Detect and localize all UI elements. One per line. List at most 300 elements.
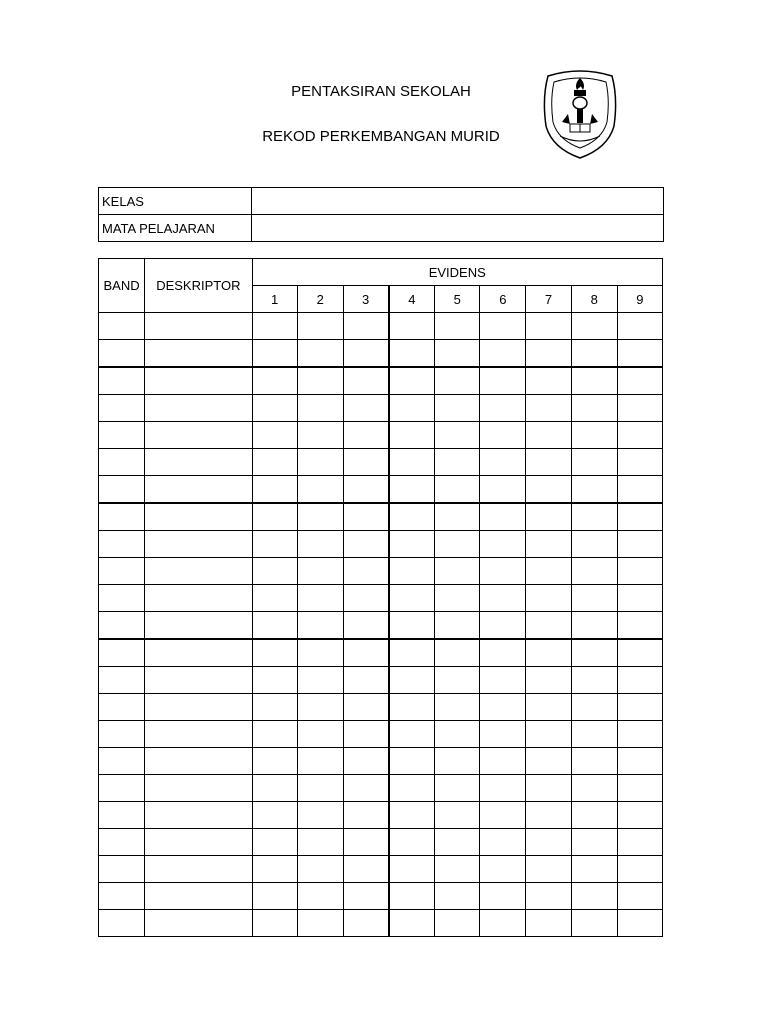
descriptor-cell[interactable] bbox=[145, 829, 252, 856]
evidence-cell[interactable] bbox=[252, 531, 297, 558]
evidence-cell[interactable] bbox=[435, 449, 480, 476]
evidence-cell[interactable] bbox=[343, 829, 388, 856]
descriptor-cell[interactable] bbox=[145, 910, 252, 937]
evidence-cell[interactable] bbox=[480, 802, 526, 829]
evidence-cell[interactable] bbox=[389, 748, 435, 775]
evidence-cell[interactable] bbox=[526, 313, 571, 340]
evidence-cell[interactable] bbox=[343, 503, 388, 531]
table-row bbox=[99, 395, 663, 422]
evidence-cell[interactable] bbox=[617, 395, 662, 422]
evidence-cell[interactable] bbox=[389, 721, 435, 748]
evidence-cell[interactable] bbox=[571, 910, 617, 937]
evidence-cell[interactable] bbox=[480, 639, 526, 667]
evidence-cell[interactable] bbox=[617, 775, 662, 802]
evidence-cell[interactable] bbox=[435, 829, 480, 856]
descriptor-cell[interactable] bbox=[145, 694, 252, 721]
evidence-cell[interactable] bbox=[389, 558, 435, 585]
evidence-cell[interactable] bbox=[252, 503, 297, 531]
evidence-cell[interactable] bbox=[435, 639, 480, 667]
table-row bbox=[99, 531, 663, 558]
evidence-cell[interactable] bbox=[571, 313, 617, 340]
evidence-cell[interactable] bbox=[571, 340, 617, 368]
evidence-cell[interactable] bbox=[252, 802, 297, 829]
evidence-cell[interactable] bbox=[617, 531, 662, 558]
evidence-cell[interactable] bbox=[389, 802, 435, 829]
evidence-cell[interactable] bbox=[297, 585, 343, 612]
table-row bbox=[99, 910, 663, 937]
evidence-cell[interactable] bbox=[571, 748, 617, 775]
evidence-cell[interactable] bbox=[571, 829, 617, 856]
table-row bbox=[99, 883, 663, 910]
band-cell[interactable] bbox=[99, 639, 145, 667]
evidence-cell[interactable] bbox=[389, 503, 435, 531]
evidence-cell[interactable] bbox=[389, 367, 435, 395]
evidence-cell[interactable] bbox=[343, 476, 388, 504]
evidence-cell[interactable] bbox=[343, 802, 388, 829]
evidence-cell[interactable] bbox=[526, 449, 571, 476]
subject-label: MATA PELAJARAN bbox=[99, 215, 252, 242]
evidence-cell[interactable] bbox=[526, 856, 571, 883]
table-row bbox=[99, 367, 663, 395]
evidence-cell[interactable] bbox=[617, 721, 662, 748]
evidence-cell[interactable] bbox=[343, 395, 388, 422]
evidence-cell[interactable] bbox=[617, 667, 662, 694]
band-cell[interactable] bbox=[99, 667, 145, 694]
evidence-cell[interactable] bbox=[343, 340, 388, 368]
evidence-cell[interactable] bbox=[252, 883, 297, 910]
descriptor-cell[interactable] bbox=[145, 721, 252, 748]
evidence-cell[interactable] bbox=[480, 503, 526, 531]
evidence-cell[interactable] bbox=[252, 367, 297, 395]
evidence-cell[interactable] bbox=[435, 585, 480, 612]
evidence-cell[interactable] bbox=[526, 585, 571, 612]
evidence-cell[interactable] bbox=[343, 721, 388, 748]
band-cell[interactable] bbox=[99, 883, 145, 910]
header-row bbox=[99, 259, 663, 286]
evidence-cell[interactable] bbox=[252, 395, 297, 422]
descriptor-cell[interactable] bbox=[145, 883, 252, 910]
evidence-cell[interactable] bbox=[297, 802, 343, 829]
evidence-cell[interactable] bbox=[389, 531, 435, 558]
evidence-cell[interactable] bbox=[252, 775, 297, 802]
evidence-cell[interactable] bbox=[252, 639, 297, 667]
evidence-cell[interactable] bbox=[435, 910, 480, 937]
evidence-cell[interactable] bbox=[526, 667, 571, 694]
evidence-cell[interactable] bbox=[526, 340, 571, 368]
evidence-cell[interactable] bbox=[526, 748, 571, 775]
table-row bbox=[99, 856, 663, 883]
table-row bbox=[99, 667, 663, 694]
evidence-cell[interactable] bbox=[389, 340, 435, 368]
evidence-cell[interactable] bbox=[435, 802, 480, 829]
evidence-cell[interactable] bbox=[297, 883, 343, 910]
evidence-cell[interactable] bbox=[389, 910, 435, 937]
table-row bbox=[99, 313, 663, 340]
band-cell[interactable] bbox=[99, 585, 145, 612]
descriptor-cell[interactable] bbox=[145, 503, 252, 531]
table-row bbox=[99, 829, 663, 856]
evidence-cell[interactable] bbox=[526, 367, 571, 395]
evidence-cell[interactable] bbox=[343, 449, 388, 476]
evidence-cell[interactable] bbox=[526, 558, 571, 585]
evidence-cell[interactable] bbox=[435, 612, 480, 640]
evidence-cell[interactable] bbox=[252, 694, 297, 721]
band-cell[interactable] bbox=[99, 694, 145, 721]
evidence-cell[interactable] bbox=[617, 829, 662, 856]
evidence-cell[interactable] bbox=[480, 856, 526, 883]
band-cell[interactable] bbox=[99, 340, 145, 368]
evidence-cell[interactable] bbox=[526, 775, 571, 802]
descriptor-header: DESKRIPTOR bbox=[145, 259, 252, 313]
table-row bbox=[99, 476, 663, 504]
table-row bbox=[99, 449, 663, 476]
table-row bbox=[99, 694, 663, 721]
band-cell[interactable] bbox=[99, 802, 145, 829]
descriptor-cell[interactable] bbox=[145, 802, 252, 829]
evidence-cell[interactable] bbox=[252, 313, 297, 340]
band-cell[interactable] bbox=[99, 775, 145, 802]
evidence-cell[interactable] bbox=[480, 667, 526, 694]
band-cell[interactable] bbox=[99, 721, 145, 748]
evidence-cell[interactable] bbox=[480, 313, 526, 340]
evidence-cell[interactable] bbox=[435, 422, 480, 449]
band-cell[interactable] bbox=[99, 449, 145, 476]
evidence-cell[interactable] bbox=[435, 694, 480, 721]
table-row bbox=[99, 721, 663, 748]
evidence-cell[interactable] bbox=[571, 694, 617, 721]
evidence-cell[interactable] bbox=[343, 558, 388, 585]
evidence-cell[interactable] bbox=[526, 694, 571, 721]
evidence-cell[interactable] bbox=[297, 910, 343, 937]
descriptor-cell[interactable] bbox=[145, 667, 252, 694]
band-cell[interactable] bbox=[99, 313, 145, 340]
evidence-cell[interactable] bbox=[435, 667, 480, 694]
evidence-column-header: 2 bbox=[297, 286, 343, 313]
evidence-cell[interactable] bbox=[252, 612, 297, 640]
descriptor-cell[interactable] bbox=[145, 531, 252, 558]
evidence-cell[interactable] bbox=[389, 775, 435, 802]
band-cell[interactable] bbox=[99, 856, 145, 883]
evidence-cell[interactable] bbox=[617, 422, 662, 449]
evidence-cell[interactable] bbox=[297, 503, 343, 531]
band-cell[interactable] bbox=[99, 829, 145, 856]
evidence-cell[interactable] bbox=[480, 829, 526, 856]
evidence-cell[interactable] bbox=[343, 422, 388, 449]
table-row bbox=[99, 503, 663, 531]
evidence-cell[interactable] bbox=[480, 558, 526, 585]
evidence-cell[interactable] bbox=[480, 422, 526, 449]
band-cell[interactable] bbox=[99, 531, 145, 558]
evidence-cell[interactable] bbox=[297, 856, 343, 883]
evidence-cell[interactable] bbox=[571, 367, 617, 395]
evidence-cell[interactable] bbox=[617, 639, 662, 667]
evidence-cell[interactable] bbox=[480, 748, 526, 775]
evidence-cell[interactable] bbox=[252, 910, 297, 937]
evidence-cell[interactable] bbox=[526, 395, 571, 422]
evidence-cell[interactable] bbox=[252, 748, 297, 775]
evidence-cell[interactable] bbox=[571, 721, 617, 748]
evidence-cell[interactable] bbox=[526, 422, 571, 449]
evidence-cell[interactable] bbox=[343, 531, 388, 558]
evidence-cell[interactable] bbox=[435, 775, 480, 802]
evidence-cell[interactable] bbox=[571, 531, 617, 558]
evidence-cell[interactable] bbox=[297, 694, 343, 721]
evidence-cell[interactable] bbox=[343, 883, 388, 910]
evidence-cell[interactable] bbox=[571, 856, 617, 883]
band-cell[interactable] bbox=[99, 476, 145, 504]
evidence-cell[interactable] bbox=[297, 367, 343, 395]
table-row bbox=[99, 748, 663, 775]
descriptor-cell[interactable] bbox=[145, 558, 252, 585]
descriptor-cell[interactable] bbox=[145, 476, 252, 504]
evidence-cell[interactable] bbox=[617, 449, 662, 476]
evidence-cell[interactable] bbox=[571, 585, 617, 612]
evidence-cell[interactable] bbox=[435, 721, 480, 748]
evidence-cell[interactable] bbox=[435, 748, 480, 775]
evidence-cell[interactable] bbox=[389, 829, 435, 856]
evidence-cell[interactable] bbox=[343, 667, 388, 694]
evidence-cell[interactable] bbox=[389, 694, 435, 721]
evidence-cell[interactable] bbox=[252, 422, 297, 449]
info-table bbox=[98, 187, 664, 242]
evidence-cell[interactable] bbox=[480, 476, 526, 504]
evidence-cell[interactable] bbox=[617, 694, 662, 721]
evidence-cell[interactable] bbox=[297, 721, 343, 748]
descriptor-cell[interactable] bbox=[145, 585, 252, 612]
descriptor-cell[interactable] bbox=[145, 449, 252, 476]
evidence-cell[interactable] bbox=[480, 775, 526, 802]
page-title: PENTAKSIRAN SEKOLAH bbox=[291, 83, 471, 100]
evidence-cell[interactable] bbox=[480, 367, 526, 395]
record-table bbox=[98, 258, 663, 937]
evidence-cell[interactable] bbox=[252, 667, 297, 694]
band-cell[interactable] bbox=[99, 558, 145, 585]
subject-row bbox=[99, 215, 664, 242]
evidence-cell[interactable] bbox=[435, 558, 480, 585]
evidence-cell[interactable] bbox=[571, 612, 617, 640]
descriptor-cell[interactable] bbox=[145, 422, 252, 449]
band-cell[interactable] bbox=[99, 748, 145, 775]
evidence-cell[interactable] bbox=[617, 558, 662, 585]
evidence-cell[interactable] bbox=[389, 883, 435, 910]
evidence-cell[interactable] bbox=[617, 883, 662, 910]
class-label: KELAS bbox=[99, 188, 252, 215]
table-row bbox=[99, 558, 663, 585]
evidence-cell[interactable] bbox=[617, 802, 662, 829]
evidence-column-header: 4 bbox=[389, 286, 435, 313]
evidence-column-header: 3 bbox=[343, 286, 388, 313]
evidence-cell[interactable] bbox=[435, 531, 480, 558]
subject-field[interactable] bbox=[252, 215, 664, 242]
evidence-cell[interactable] bbox=[435, 476, 480, 504]
table-row bbox=[99, 340, 663, 368]
evidence-cell[interactable] bbox=[480, 340, 526, 368]
evidence-cell[interactable] bbox=[526, 910, 571, 937]
evidence-cell[interactable] bbox=[252, 449, 297, 476]
evidence-cell[interactable] bbox=[571, 476, 617, 504]
evidence-cell[interactable] bbox=[480, 910, 526, 937]
evidence-cell[interactable] bbox=[526, 476, 571, 504]
evidence-cell[interactable] bbox=[343, 910, 388, 937]
evidence-cell[interactable] bbox=[480, 694, 526, 721]
evidence-cell[interactable] bbox=[297, 639, 343, 667]
table-row bbox=[99, 775, 663, 802]
evidence-cell[interactable] bbox=[389, 449, 435, 476]
descriptor-cell[interactable] bbox=[145, 340, 252, 368]
evidence-cell[interactable] bbox=[571, 802, 617, 829]
evidence-cell[interactable] bbox=[297, 667, 343, 694]
evidence-cell[interactable] bbox=[389, 612, 435, 640]
evidence-cell[interactable] bbox=[252, 856, 297, 883]
evidence-cell[interactable] bbox=[526, 612, 571, 640]
descriptor-cell[interactable] bbox=[145, 639, 252, 667]
evidence-cell[interactable] bbox=[343, 313, 388, 340]
evidence-cell[interactable] bbox=[343, 694, 388, 721]
table-row bbox=[99, 639, 663, 667]
evidence-cell[interactable] bbox=[526, 802, 571, 829]
evidence-cell[interactable] bbox=[389, 856, 435, 883]
evidence-cell[interactable] bbox=[480, 612, 526, 640]
evidence-cell[interactable] bbox=[617, 367, 662, 395]
evidence-cell[interactable] bbox=[297, 395, 343, 422]
evidence-cell[interactable] bbox=[297, 748, 343, 775]
descriptor-cell[interactable] bbox=[145, 367, 252, 395]
evidence-cell[interactable] bbox=[480, 531, 526, 558]
evidence-column-header: 6 bbox=[480, 286, 526, 313]
band-header: BAND bbox=[99, 259, 145, 313]
table-row bbox=[99, 802, 663, 829]
evidence-cell[interactable] bbox=[617, 313, 662, 340]
band-cell[interactable] bbox=[99, 910, 145, 937]
band-cell[interactable] bbox=[99, 367, 145, 395]
evidence-cell[interactable] bbox=[389, 313, 435, 340]
evidence-cell[interactable] bbox=[389, 585, 435, 612]
evidence-cell[interactable] bbox=[297, 449, 343, 476]
evidence-cell[interactable] bbox=[617, 340, 662, 368]
evidence-cell[interactable] bbox=[343, 775, 388, 802]
band-cell[interactable] bbox=[99, 612, 145, 640]
evidence-cell[interactable] bbox=[617, 503, 662, 531]
evidence-cell[interactable] bbox=[526, 829, 571, 856]
evidence-cell[interactable] bbox=[297, 340, 343, 368]
evidence-cell[interactable] bbox=[571, 422, 617, 449]
evidence-cell[interactable] bbox=[617, 612, 662, 640]
evidence-cell[interactable] bbox=[389, 639, 435, 667]
evidence-cell[interactable] bbox=[480, 395, 526, 422]
evidence-cell[interactable] bbox=[617, 910, 662, 937]
evidence-cell[interactable] bbox=[571, 558, 617, 585]
evidence-cell[interactable] bbox=[435, 367, 480, 395]
page-subtitle: REKOD PERKEMBANGAN MURID bbox=[262, 128, 500, 145]
band-cell[interactable] bbox=[99, 422, 145, 449]
evidence-cell[interactable] bbox=[343, 856, 388, 883]
evidence-cell[interactable] bbox=[435, 503, 480, 531]
evidence-cell[interactable] bbox=[435, 340, 480, 368]
evidence-cell[interactable] bbox=[297, 612, 343, 640]
evidence-cell[interactable] bbox=[389, 395, 435, 422]
evidence-column-header: 1 bbox=[252, 286, 297, 313]
descriptor-cell[interactable] bbox=[145, 775, 252, 802]
table-row bbox=[99, 585, 663, 612]
evidence-cell[interactable] bbox=[297, 313, 343, 340]
evidence-cell[interactable] bbox=[571, 449, 617, 476]
evidence-cell[interactable] bbox=[389, 476, 435, 504]
class-field[interactable] bbox=[252, 188, 664, 215]
table-row bbox=[99, 422, 663, 449]
descriptor-cell[interactable] bbox=[145, 748, 252, 775]
evidence-cell[interactable] bbox=[571, 667, 617, 694]
evidence-cell[interactable] bbox=[435, 856, 480, 883]
table-row bbox=[99, 612, 663, 640]
evidence-cell[interactable] bbox=[297, 422, 343, 449]
evidence-cell[interactable] bbox=[526, 721, 571, 748]
evidence-cell[interactable] bbox=[297, 531, 343, 558]
evidence-cell[interactable] bbox=[617, 476, 662, 504]
evidence-cell[interactable] bbox=[526, 531, 571, 558]
evidence-cell[interactable] bbox=[252, 340, 297, 368]
evidence-cell[interactable] bbox=[526, 503, 571, 531]
evidence-cell[interactable] bbox=[297, 476, 343, 504]
descriptor-cell[interactable] bbox=[145, 612, 252, 640]
evidence-cell[interactable] bbox=[617, 856, 662, 883]
evidence-header: EVIDENS bbox=[252, 259, 662, 286]
evidence-cell[interactable] bbox=[389, 667, 435, 694]
evidence-cell[interactable] bbox=[571, 639, 617, 667]
evidence-column-header: 7 bbox=[526, 286, 571, 313]
evidence-cell[interactable] bbox=[252, 829, 297, 856]
evidence-cell[interactable] bbox=[571, 503, 617, 531]
evidence-cell[interactable] bbox=[297, 775, 343, 802]
evidence-cell[interactable] bbox=[297, 558, 343, 585]
evidence-cell[interactable] bbox=[343, 748, 388, 775]
evidence-column-header: 9 bbox=[617, 286, 662, 313]
descriptor-cell[interactable] bbox=[145, 856, 252, 883]
evidence-column-header: 8 bbox=[571, 286, 617, 313]
band-cell[interactable] bbox=[99, 503, 145, 531]
evidence-cell[interactable] bbox=[526, 883, 571, 910]
evidence-cell[interactable] bbox=[252, 585, 297, 612]
evidence-cell[interactable] bbox=[343, 585, 388, 612]
evidence-cell[interactable] bbox=[252, 721, 297, 748]
evidence-column-header: 5 bbox=[435, 286, 480, 313]
evidence-cell[interactable] bbox=[343, 367, 388, 395]
evidence-cell[interactable] bbox=[480, 883, 526, 910]
evidence-cell[interactable] bbox=[571, 775, 617, 802]
evidence-cell[interactable] bbox=[571, 395, 617, 422]
evidence-cell[interactable] bbox=[480, 449, 526, 476]
evidence-cell[interactable] bbox=[297, 829, 343, 856]
evidence-cell[interactable] bbox=[480, 585, 526, 612]
evidence-cell[interactable] bbox=[480, 721, 526, 748]
evidence-cell[interactable] bbox=[571, 883, 617, 910]
evidence-cell[interactable] bbox=[343, 612, 388, 640]
evidence-cell[interactable] bbox=[526, 639, 571, 667]
evidence-cell[interactable] bbox=[435, 395, 480, 422]
school-crest-icon bbox=[540, 68, 620, 160]
descriptor-cell[interactable] bbox=[145, 395, 252, 422]
band-cell[interactable] bbox=[99, 395, 145, 422]
evidence-cell[interactable] bbox=[252, 558, 297, 585]
evidence-cell[interactable] bbox=[389, 422, 435, 449]
evidence-cell[interactable] bbox=[343, 639, 388, 667]
evidence-cell[interactable] bbox=[435, 313, 480, 340]
evidence-cell[interactable] bbox=[435, 883, 480, 910]
evidence-cell[interactable] bbox=[252, 476, 297, 504]
evidence-cell[interactable] bbox=[617, 748, 662, 775]
class-row bbox=[99, 188, 664, 215]
evidence-cell[interactable] bbox=[617, 585, 662, 612]
descriptor-cell[interactable] bbox=[145, 313, 252, 340]
